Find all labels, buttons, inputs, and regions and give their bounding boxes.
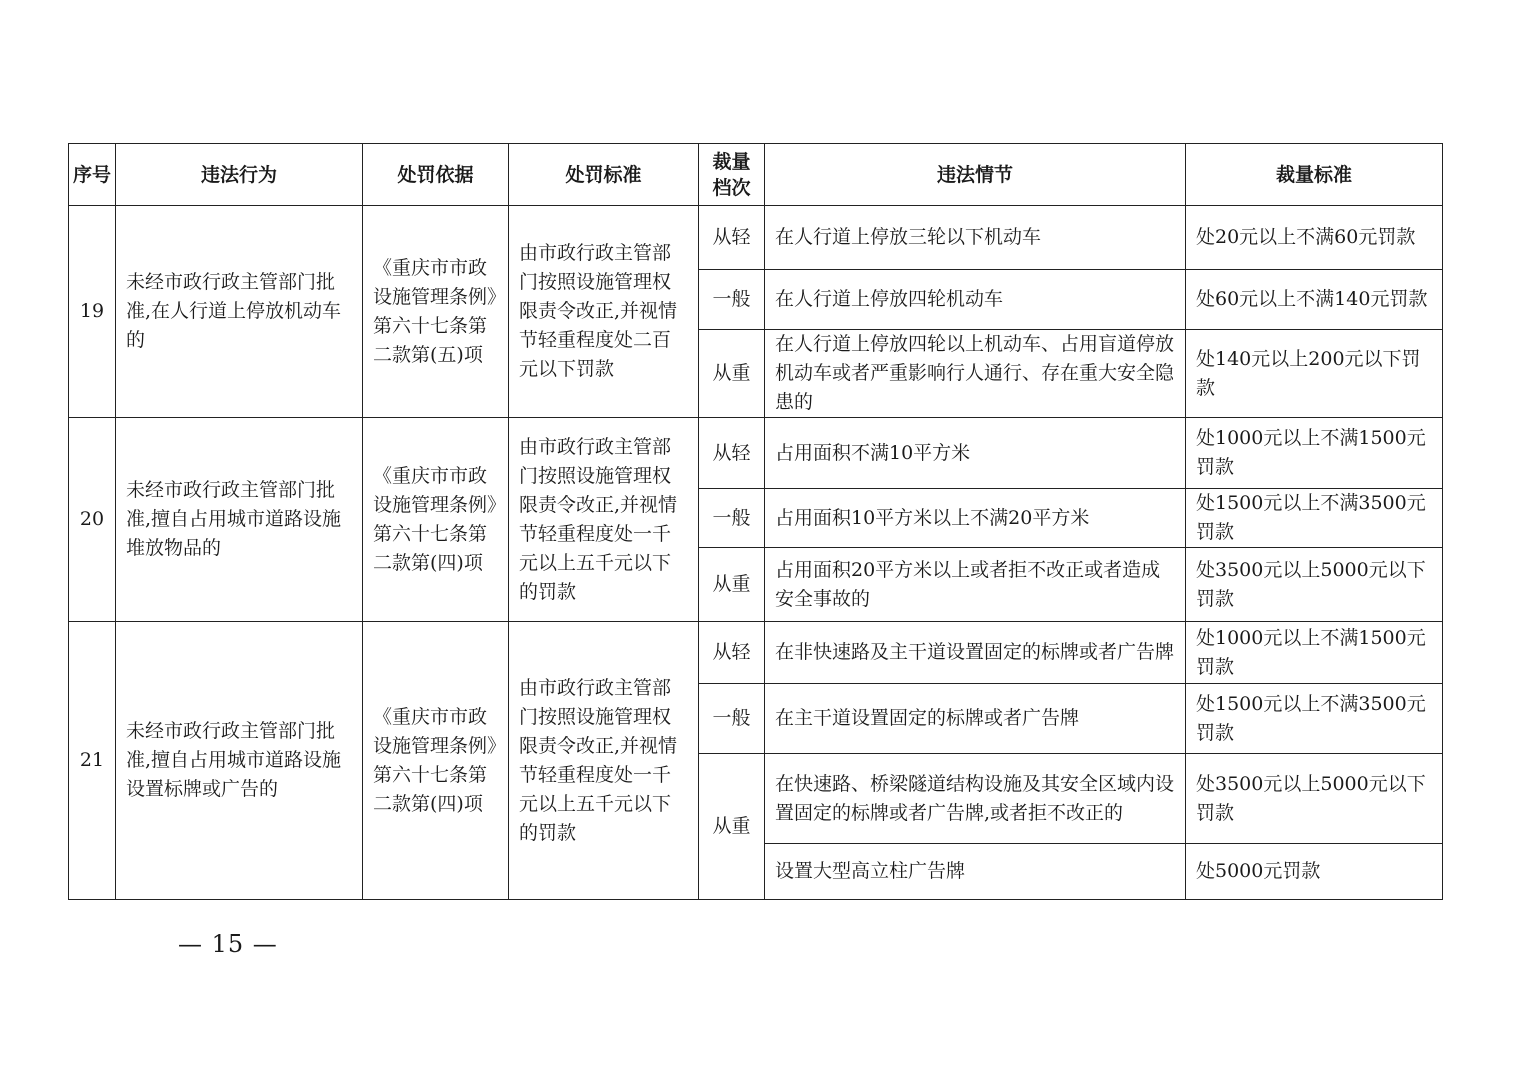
discretion-standard: 处1000元以上不满1500元罚款 xyxy=(1186,622,1443,684)
violation-circumstance: 占用面积不满10平方米 xyxy=(765,418,1186,489)
discretion-standard: 处1000元以上不满1500元罚款 xyxy=(1186,418,1443,489)
discretion-standard: 处5000元罚款 xyxy=(1186,844,1443,900)
header-discretion-standard: 裁量标准 xyxy=(1186,144,1443,206)
table-header-row xyxy=(69,144,1443,206)
discretion-level: 一般 xyxy=(699,684,765,754)
discretion-standard: 处3500元以上5000元以下罚款 xyxy=(1186,548,1443,622)
violation-act: 未经市政行政主管部门批准,擅自占用城市道路设施设置标牌或广告的 xyxy=(116,622,363,900)
header-standard: 处罚标准 xyxy=(509,144,699,206)
row-no: 21 xyxy=(69,622,116,900)
discretion-level: 从轻 xyxy=(699,206,765,270)
header-level: 裁量档次 xyxy=(699,144,765,206)
violation-circumstance: 在快速路、桥梁隧道结构设施及其安全区域内设置固定的标牌或者广告牌,或者拒不改正的 xyxy=(765,754,1186,844)
violation-circumstance: 在人行道上停放三轮以下机动车 xyxy=(765,206,1186,270)
penalty-standard: 由市政行政主管部门按照设施管理权限责令改正,并视情节轻重程度处一千元以上五千元以下的罚款 xyxy=(509,418,699,622)
header-no: 序号 xyxy=(69,144,116,206)
discretion-level: 从轻 xyxy=(699,418,765,489)
header-basis: 处罚依据 xyxy=(363,144,509,206)
violation-circumstance: 在主干道设置固定的标牌或者广告牌 xyxy=(765,684,1186,754)
violation-circumstance: 设置大型高立柱广告牌 xyxy=(765,844,1186,900)
violation-circumstance: 在人行道上停放四轮机动车 xyxy=(765,270,1186,330)
discretion-level: 从轻 xyxy=(699,622,765,684)
page-number: — 15 — xyxy=(178,930,278,958)
violation-circumstance: 占用面积20平方米以上或者拒不改正或者造成安全事故的 xyxy=(765,548,1186,622)
table-row xyxy=(69,622,1443,684)
penalty-standard: 由市政行政主管部门按照设施管理权限责令改正,并视情节轻重程度处二百元以下罚款 xyxy=(509,206,699,418)
violation-circumstance: 在非快速路及主干道设置固定的标牌或者广告牌 xyxy=(765,622,1186,684)
discretion-standard: 处60元以上不满140元罚款 xyxy=(1186,270,1443,330)
discretion-level: 从重 xyxy=(699,330,765,418)
discretion-level: 一般 xyxy=(699,489,765,548)
penalty-basis: 《重庆市市政设施管理条例》第六十七条第二款第(四)项 xyxy=(363,622,509,900)
penalty-basis: 《重庆市市政设施管理条例》第六十七条第二款第(五)项 xyxy=(363,206,509,418)
discretion-standard: 处3500元以上5000元以下罚款 xyxy=(1186,754,1443,844)
discretion-standard: 处1500元以上不满3500元罚款 xyxy=(1186,489,1443,548)
row-no: 20 xyxy=(69,418,116,622)
row-no: 19 xyxy=(69,206,116,418)
discretion-standard: 处140元以上200元以下罚款 xyxy=(1186,330,1443,418)
table-row xyxy=(69,418,1443,489)
discretion-level: 一般 xyxy=(699,270,765,330)
header-plot: 违法情节 xyxy=(765,144,1186,206)
violation-act: 未经市政行政主管部门批准,在人行道上停放机动车的 xyxy=(116,206,363,418)
penalty-discretion-table xyxy=(68,143,1443,900)
header-act: 违法行为 xyxy=(116,144,363,206)
discretion-level: 从重 xyxy=(699,548,765,622)
violation-act: 未经市政行政主管部门批准,擅自占用城市道路设施堆放物品的 xyxy=(116,418,363,622)
discretion-level: 从重 xyxy=(699,754,765,900)
violation-circumstance: 在人行道上停放四轮以上机动车、占用盲道停放机动车或者严重影响行人通行、存在重大安全隐患的 xyxy=(765,330,1186,418)
discretion-standard: 处1500元以上不满3500元罚款 xyxy=(1186,684,1443,754)
violation-circumstance: 占用面积10平方米以上不满20平方米 xyxy=(765,489,1186,548)
discretion-standard: 处20元以上不满60元罚款 xyxy=(1186,206,1443,270)
penalty-basis: 《重庆市市政设施管理条例》第六十七条第二款第(四)项 xyxy=(363,418,509,622)
penalty-standard: 由市政行政主管部门按照设施管理权限责令改正,并视情节轻重程度处一千元以上五千元以下的罚款 xyxy=(509,622,699,900)
table-row xyxy=(69,206,1443,270)
